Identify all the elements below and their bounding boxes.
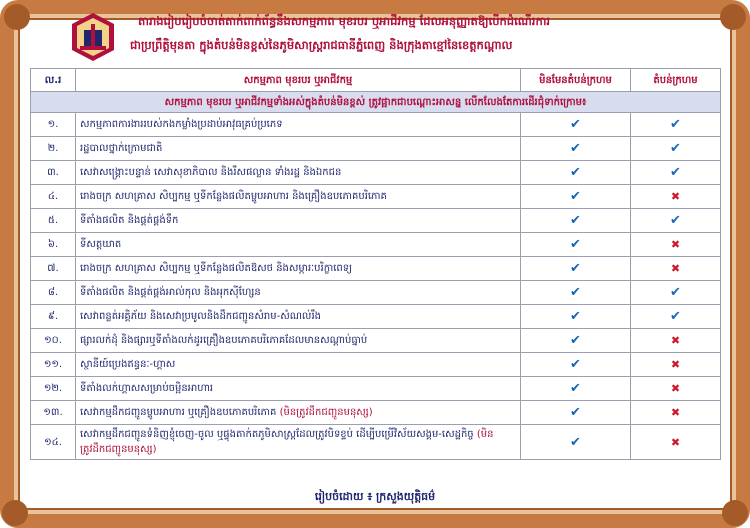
- non-red-zone-status: [521, 233, 631, 257]
- table-row: [31, 209, 721, 233]
- table-row: [31, 281, 721, 305]
- red-zone-status: [631, 305, 721, 329]
- non-red-zone-status: [521, 353, 631, 377]
- check-icon: ✔: [570, 117, 581, 132]
- activity-note: (មិនត្រូវដឹកជញ្ជូនមនុស្ស): [276, 407, 373, 418]
- red-zone-status: [631, 185, 721, 209]
- check-icon: ✔: [570, 237, 581, 252]
- row-activity: [76, 353, 521, 377]
- non-red-zone-status: [521, 113, 631, 137]
- activity-text: ផ្សារលក់ដុំ និងផ្សារឬទីតាំងលក់ដូរគ្រឿងឧបភោគបរិភោគដែលមានសណ្តាប់ធ្នាប់: [80, 335, 368, 346]
- cross-icon: ✖: [670, 382, 681, 395]
- red-zone-status: [631, 281, 721, 305]
- check-icon: ✔: [670, 309, 681, 324]
- row-number: ៤.: [31, 185, 76, 209]
- non-red-zone-status: [521, 329, 631, 353]
- column-header-non-red-zone: មិនមែនតំបន់ក្រហម: [521, 69, 631, 92]
- row-number: ១០.: [31, 329, 76, 353]
- cross-icon: ✖: [670, 358, 681, 371]
- non-red-zone-status: [521, 209, 631, 233]
- activity-note: (មិនត្រូវដឹកជញ្ជូនមនុស្ស): [80, 429, 494, 455]
- check-icon: ✔: [670, 213, 681, 228]
- non-red-zone-status: [521, 425, 631, 460]
- ministry-logo: [70, 12, 116, 62]
- row-activity: [76, 113, 521, 137]
- title-line-1: តារាងរៀបរៀបចំចាត់តាក់ពាក់ព័ន្ធនឹងសកម្មភាព មុខរបរ ឬអាជីវកម្ម ដែលអនុញ្ញាតឱ្យបើកដំណើរការ: [138, 14, 551, 28]
- check-icon: ✔: [570, 405, 581, 420]
- non-red-zone-status: [521, 377, 631, 401]
- header: [30, 8, 720, 66]
- table-row: [31, 137, 721, 161]
- activity-text: ទីតាំងផលិត និងផ្គត់ផ្គង់អាល់កុល និងអុកស៊ីហ្សែន: [80, 287, 261, 298]
- check-icon: ✔: [570, 261, 581, 276]
- check-icon: ✔: [570, 213, 581, 228]
- table-row: [31, 401, 721, 425]
- cross-icon: ✖: [670, 334, 681, 347]
- red-zone-status: [631, 353, 721, 377]
- activity-text: ទីតាំងផលិត និងផ្គត់ផ្គង់ទឹក: [80, 215, 179, 226]
- check-icon: ✔: [670, 285, 681, 300]
- red-zone-status: [631, 329, 721, 353]
- row-activity: [76, 305, 521, 329]
- check-icon: ✔: [570, 333, 581, 348]
- row-activity: [76, 161, 521, 185]
- row-number: ១៤.: [31, 425, 76, 460]
- row-number: ១១.: [31, 353, 76, 377]
- row-number: ៥.: [31, 209, 76, 233]
- check-icon: ✔: [570, 165, 581, 180]
- prepared-by: រៀបចំដោយ ៖ ក្រសួងយុត្តិធម៌: [314, 490, 436, 503]
- column-header-activity: សកម្មភាព មុខរបរ ឬអាជីវកម្ម: [76, 69, 521, 92]
- row-number: ១.: [31, 113, 76, 137]
- row-activity: [76, 137, 521, 161]
- row-number: ៣.: [31, 161, 76, 185]
- check-icon: ✔: [670, 141, 681, 156]
- non-red-zone-status: [521, 185, 631, 209]
- row-number: ១៣.: [31, 401, 76, 425]
- red-zone-status: [631, 233, 721, 257]
- check-icon: ✔: [570, 141, 581, 156]
- table-row: [31, 233, 721, 257]
- check-icon: ✔: [570, 189, 581, 204]
- row-number: ៨.: [31, 281, 76, 305]
- table-row: [31, 377, 721, 401]
- check-icon: ✔: [570, 381, 581, 396]
- check-icon: ✔: [570, 309, 581, 324]
- row-activity: [76, 233, 521, 257]
- check-icon: ✔: [570, 357, 581, 372]
- activity-text: ទីសត្តឃាត: [80, 239, 122, 250]
- activity-text: សេវាកម្មដឹកជញ្ជូនទំនិញខ្ញុំចេញ-ចូល ឬផ្ទុងតាក់តភូមិសាស្ត្រដែលត្រូវបិទខ្ទប់ ដើម្បីបម្រើវិស័យសង្គម-សេដ្ឋកិច្ច: [80, 429, 474, 440]
- row-number: ១២.: [31, 377, 76, 401]
- row-activity: [76, 401, 521, 425]
- activity-text: រោងចក្រ សហគ្រាស សិប្បកម្ម ឬទីកន្លែងផលិតឱសថ និងសម្ភារៈបរិក្ខាពេទ្យ: [80, 263, 353, 274]
- table-row: [31, 185, 721, 209]
- red-zone-status: [631, 209, 721, 233]
- red-zone-status: [631, 401, 721, 425]
- row-number: ៧.: [31, 257, 76, 281]
- activity-text: រោងចក្រ សហគ្រាស សិប្បកម្ម ឬទីកន្លែងផលិតម្ហូបអាហារ និងគ្រឿងឧបភោគបរិភោគ: [80, 191, 387, 202]
- activity-text: សកម្មភាពការងាររបស់កងកម្លាំងប្រដាប់អាវុធគ្រប់ប្រភេទ: [80, 119, 283, 130]
- row-activity: [76, 257, 521, 281]
- red-zone-status: [631, 377, 721, 401]
- check-icon: ✔: [670, 117, 681, 132]
- red-zone-status: [631, 137, 721, 161]
- cross-icon: ✖: [670, 435, 681, 449]
- red-zone-status: [631, 425, 721, 460]
- row-activity: [76, 209, 521, 233]
- column-header-no: ល.រ: [31, 69, 76, 92]
- row-activity: [76, 425, 521, 460]
- red-zone-status: [631, 161, 721, 185]
- table-row: [31, 329, 721, 353]
- activity-text: ទីតាំងលក់ហ្គាសសម្រាប់ចម្អិនអាហារ: [80, 383, 214, 394]
- non-red-zone-status: [521, 281, 631, 305]
- activity-text: សេវាសង្គ្រោះបន្ទាន់ សេវាសុខាភិបាល និងរឹសផល្លាន ទាំងរដ្ឋ និងឯកជន: [80, 167, 342, 178]
- row-activity: [76, 377, 521, 401]
- non-red-zone-status: [521, 401, 631, 425]
- non-red-zone-status: [521, 305, 631, 329]
- table-row: [31, 257, 721, 281]
- table-row: [31, 161, 721, 185]
- red-zone-status: [631, 113, 721, 137]
- row-activity: [76, 185, 521, 209]
- row-number: ៩.: [31, 305, 76, 329]
- table-row: [31, 113, 721, 137]
- row-activity: [76, 281, 521, 305]
- table-subheader: សកម្មភាព មុខរបរ ឬអាជីវកម្មទាំងអស់ក្នុងតំបន់មិនខ្ពស់ ត្រូវផ្អាកជាបណ្ដោះអាសន្ន លើកលែងតែការដើរជុំទាក់ក្រោម៖: [31, 92, 721, 113]
- activity-text: ស្ថានីយ៍ប្រេងឥន្ធនៈ-ហ្គាស: [80, 359, 176, 370]
- title-line-2: ជាប្រព្រឹត្តិមុនតា ក្នុងតំបន់មិនខ្ពស់នៃភូមិសាស្ត្ររាជធានីភ្នំពេញ និងក្រុងតាខ្មៅនៃខេត្តកណ្តាល: [130, 38, 513, 52]
- row-activity: [76, 329, 521, 353]
- table-row: [31, 425, 721, 460]
- non-red-zone-status: [521, 137, 631, 161]
- cross-icon: ✖: [670, 238, 681, 251]
- non-red-zone-status: [521, 161, 631, 185]
- cross-icon: ✖: [670, 262, 681, 275]
- activity-text: រដ្ឋបាលថ្នាក់ក្រោមជាតិ: [80, 143, 163, 154]
- check-icon: ✔: [570, 285, 581, 300]
- activities-table: [30, 68, 721, 460]
- row-number: ២.: [31, 137, 76, 161]
- table-row: [31, 353, 721, 377]
- non-red-zone-status: [521, 257, 631, 281]
- cross-icon: ✖: [670, 406, 681, 419]
- column-header-red-zone: តំបន់ក្រហម: [631, 69, 721, 92]
- activity-text: សេវាកម្មដឹកជញ្ជូនម្ហូបអាហារ ឬគ្រឿងឧបភោគបរិភោគ: [80, 407, 277, 418]
- red-zone-status: [631, 257, 721, 281]
- check-icon: ✔: [670, 165, 681, 180]
- check-icon: ✔: [570, 434, 581, 450]
- cross-icon: ✖: [670, 190, 681, 203]
- activity-text: សេវាពន្លត់អគ្គិភ័យ និងសេវាប្រមូលនិងដឹកជញ្ជូនសំរាម-សំណល់រឹង: [80, 311, 321, 322]
- table-row: [31, 305, 721, 329]
- row-number: ៦.: [31, 233, 76, 257]
